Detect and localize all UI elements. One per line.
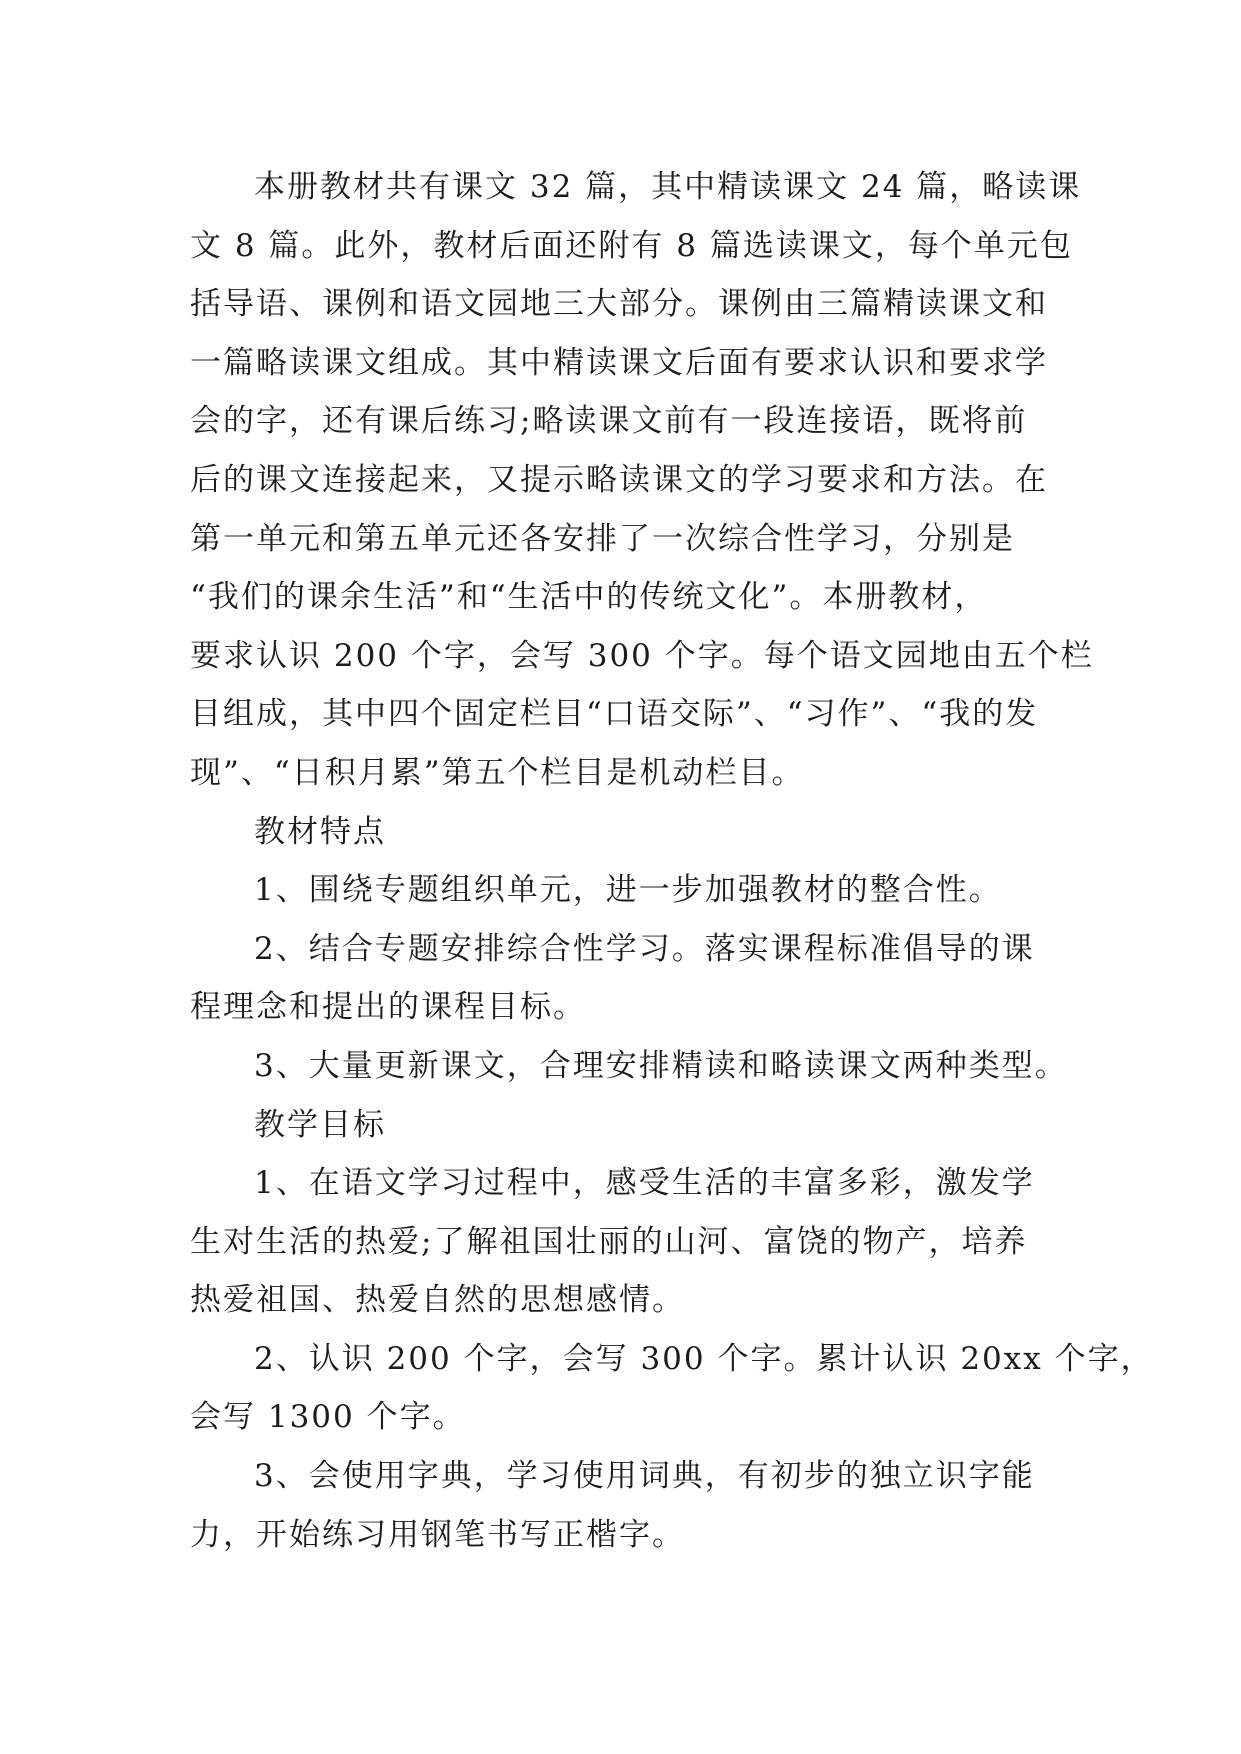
paragraph-line: 要求认识 200 个字，会写 300 个字。每个语文园地由五个栏: [190, 637, 1094, 674]
document-body: [190, 158, 1154, 1564]
list-item-continuation: 程理念和提出的课程目标。: [190, 989, 586, 1026]
paragraph-line: 本册教材共有课文 32 篇，其中精读课文 24 篇，略读课: [254, 169, 1082, 205]
paragraph-line: 第一单元和第五单元还各安排了一次综合性学习，分别是: [190, 520, 1015, 557]
section-heading-features: 教材特点: [254, 813, 386, 850]
paragraph-line: 目组成，其中四个固定栏目“口语交际”、“习作”、“我的发: [190, 696, 1039, 733]
list-item: 3、会使用字典，学习使用词典，有初步的独立识字能: [254, 1458, 1035, 1495]
list-item: 1、在语文学习过程中，感受生活的丰富多彩，激发学: [254, 1165, 1035, 1202]
list-item: 3、大量更新课文，合理安排精读和略读课文两种类型。: [254, 1047, 1068, 1084]
paragraph-line: 现”、“日积月累”第五个栏目是机动栏目。: [190, 754, 805, 791]
paragraph-line: 后的课文连接起来，又提示略读课文的学习要求和方法。在: [190, 461, 1048, 498]
paragraph-line: 文 8 篇。此外，教材后面还附有 8 篇选读课文，每个单元包: [190, 227, 1073, 264]
list-item-continuation: 生对生活的热爱;了解祖国壮丽的山河、富饶的物产，培养: [190, 1223, 1028, 1260]
list-item-continuation: 会写 1300 个字。: [190, 1399, 466, 1436]
paragraph-line: “我们的课余生活”和“生活中的传统文化”。本册教材，: [190, 579, 988, 616]
list-item: 2、结合专题安排综合性学习。落实课程标准倡导的课: [254, 930, 1035, 967]
paragraph-line: 一篇略读课文组成。其中精读课文后面有要求认识和要求学: [190, 344, 1048, 381]
list-item: 1、围绕专题组织单元，进一步加强教材的整合性。: [254, 872, 1002, 909]
section-heading-goals: 教学目标: [254, 1106, 386, 1143]
list-item-continuation: 力，开始练习用钢笔书写正楷字。: [190, 1516, 685, 1553]
paragraph-line: 会的字，还有课后练习;略读课文前有一段连接语，既将前: [190, 403, 1028, 440]
list-item-continuation: 热爱祖国、热爱自然的思想感情。: [190, 1282, 685, 1319]
paragraph-line: 括导语、课例和语文园地三大部分。课例由三篇精读课文和: [190, 286, 1048, 323]
list-item: 2、认识 200 个字，会写 300 个字。累计认识 20xx 个字，: [254, 1340, 1154, 1377]
